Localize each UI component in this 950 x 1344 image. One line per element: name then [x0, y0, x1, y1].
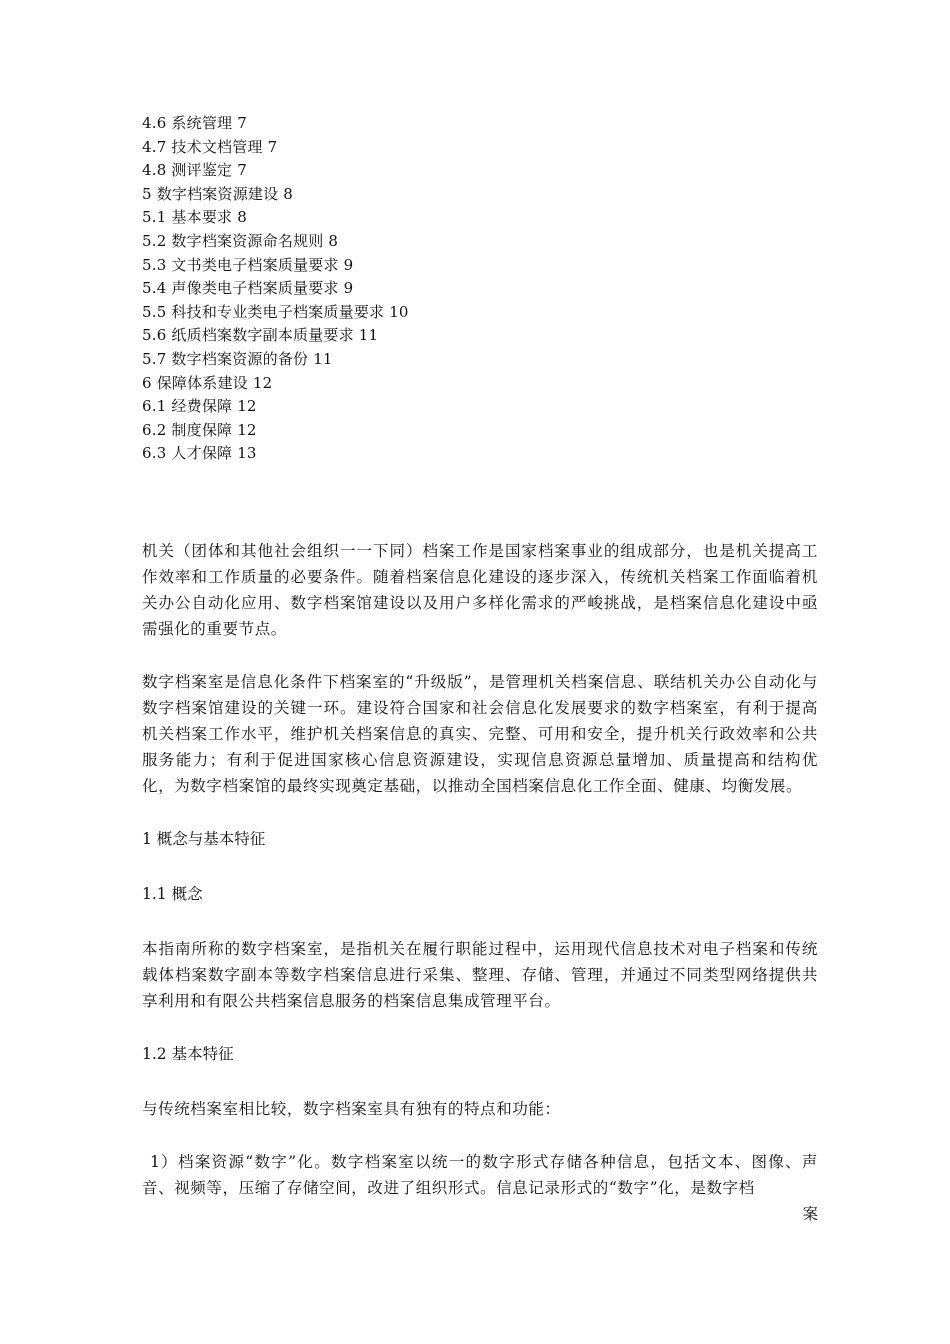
intro-paragraph: 数字档案室是信息化条件下档案室的“升级版”，是管理机关档案信息、联结机关办公自动化与数字档案馆建设的关键一环。建设符合国家和社会信息化发展要求的数字档案室，有利于提高机关档案工作水平，维护机关档案信息的真实、完整、可用和安全，提升机关行政效率和公共服务能力；有利于促进国家核心信息资源建设，实现信息资源总量增加、质量提高和结构优化，为数字档案馆的最终实现奠定基础，以推动全国档案信息化工作全面、健康、均衡发展。 — [142, 673, 818, 795]
features-intro-paragraph: 与传统档案室相比较，数字档案室具有独有的特点和功能： — [142, 1100, 561, 1118]
toc-entry: 5.4 声像类电子档案质量要求 9 — [142, 279, 354, 298]
toc-entry: 6.3 人才保障 13 — [142, 444, 257, 463]
feature-item-continuation: 案 — [802, 1205, 818, 1223]
intro-paragraph: 机关（团体和其他社会组织一一下同）档案工作是国家档案事业的组成部分，也是机关提高工作效率和工作质量的必要条件。随着档案信息化建设的逐步深入，传统机关档案工作面临着机关办公自动化应用、数字档案馆建设以及用户多样化需求的严峻挑战，是档案信息化建设中亟需强化的重要节点。 — [142, 542, 818, 638]
document-body — [142, 538, 818, 1227]
toc-entry: 5.1 基本要求 8 — [142, 208, 247, 227]
toc-entry: 4.8 测评鉴定 7 — [142, 161, 247, 180]
subsection-heading: 1.2 基本特征 — [142, 1045, 234, 1063]
feature-item: 1）档案资源“数字”化。数字档案室以统一的数字形式存储各种信息，包括文本、图像、声音、视频等，压缩了存储空间，改进了组织形式。信息记录形式的“数字”化，是数字档 — [142, 1153, 818, 1197]
concept-paragraph: 本指南所称的数字档案室，是指机关在履行职能过程中，运用现代信息技术对电子档案和传统载体档案数字副本等数字档案信息进行采集、整理、存储、管理，并通过不同类型网络提供共享利用和有限公共档案信息服务的档案信息集成管理平台。 — [142, 940, 818, 1010]
toc-entry: 5.5 科技和专业类电子档案质量要求 10 — [142, 302, 409, 321]
toc-entry: 6 保障体系建设 12 — [142, 373, 273, 392]
toc-entry: 5.7 数字档案资源的备份 11 — [142, 349, 333, 368]
toc-entry: 5.3 文书类电子档案质量要求 9 — [142, 255, 354, 274]
toc-entry: 5 数字档案资源建设 8 — [142, 184, 294, 203]
section-heading: 1 概念与基本特征 — [142, 830, 266, 848]
toc-entry: 5.2 数字档案资源命名规则 8 — [142, 231, 339, 250]
toc-entry: 6.2 制度保障 12 — [142, 420, 257, 439]
toc-entry: 4.6 系统管理 7 — [142, 114, 247, 132]
toc-entry: 5.6 纸质档案数字副本质量要求 11 — [142, 326, 379, 345]
table-of-contents — [142, 112, 822, 466]
toc-entry: 4.7 技术文档管理 7 — [142, 137, 278, 156]
subsection-heading: 1.1 概念 — [142, 885, 203, 903]
toc-entry: 6.1 经费保障 12 — [142, 397, 257, 416]
